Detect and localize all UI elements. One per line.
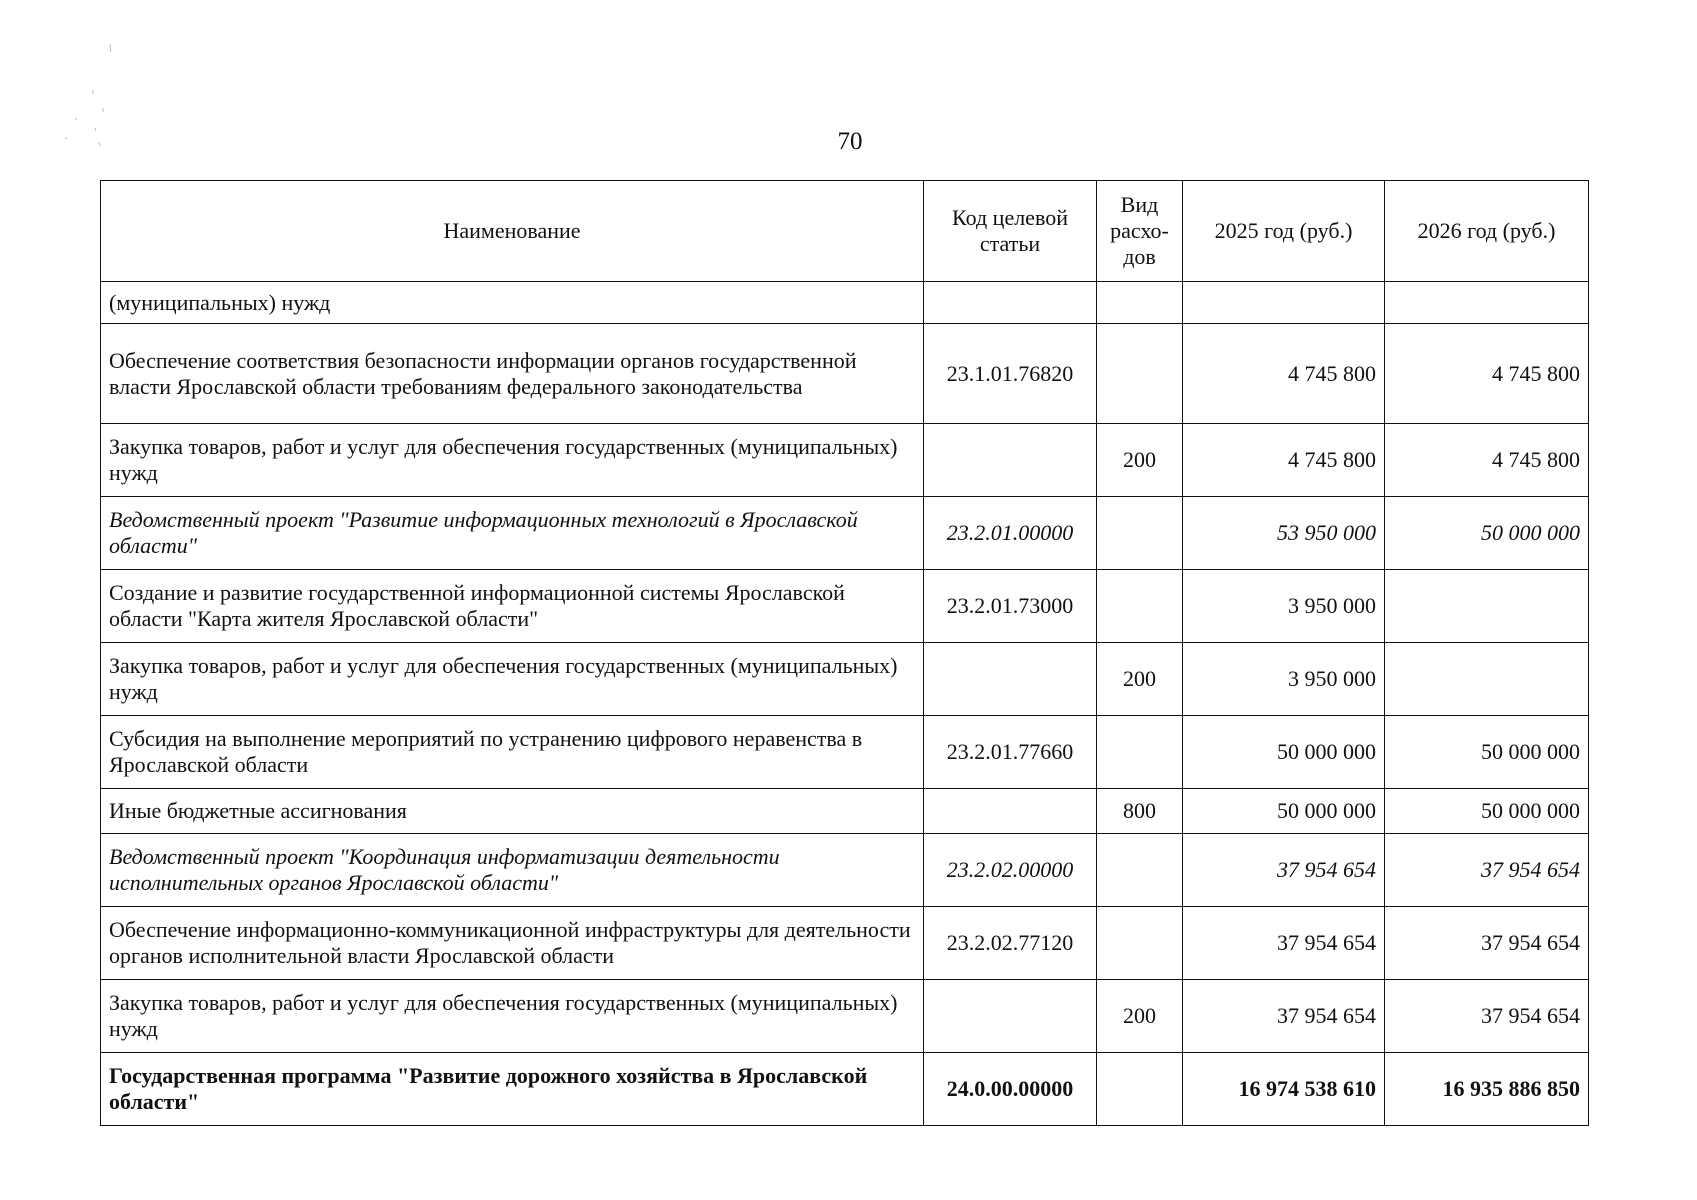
table-row	[101, 424, 1589, 497]
row-name: Субсидия на выполнение мероприятий по устранению цифрового неравенства в Ярославской области	[101, 716, 924, 789]
scan-margin-marks	[55, 30, 125, 180]
row-2025: 37 954 654	[1183, 834, 1385, 907]
table-row	[101, 980, 1589, 1053]
row-code: 23.2.01.77660	[924, 716, 1097, 789]
row-2025: 3 950 000	[1183, 570, 1385, 643]
row-2026: 37 954 654	[1385, 980, 1589, 1053]
row-type	[1097, 834, 1183, 907]
row-name: Обеспечение соответствия безопасности информации органов государственной власти Ярославской области требованиям федерального законодательства	[101, 324, 924, 424]
row-code: 23.2.01.73000	[924, 570, 1097, 643]
row-type	[1097, 282, 1183, 324]
row-2025: 4 745 800	[1183, 324, 1385, 424]
row-name: (муниципальных) нужд	[101, 282, 924, 324]
row-name: Государственная программа "Развитие дорожного хозяйства в Ярославской области"	[101, 1053, 924, 1126]
table-row	[101, 907, 1589, 980]
row-2026: 37 954 654	[1385, 834, 1589, 907]
row-name: Ведомственный проект "Развитие информационных технологий в Ярославской области"	[101, 497, 924, 570]
row-type: 800	[1097, 789, 1183, 834]
row-code	[924, 424, 1097, 497]
row-2025: 53 950 000	[1183, 497, 1385, 570]
row-code: 23.2.02.00000	[924, 834, 1097, 907]
row-2025	[1183, 282, 1385, 324]
row-2026: 50 000 000	[1385, 716, 1589, 789]
header-name: Наименование	[101, 181, 924, 282]
header-2026: 2026 год (руб.)	[1385, 181, 1589, 282]
row-code	[924, 980, 1097, 1053]
row-code: 23.2.02.77120	[924, 907, 1097, 980]
table-row	[101, 324, 1589, 424]
row-code: 24.0.00.00000	[924, 1053, 1097, 1126]
table-row	[101, 643, 1589, 716]
row-type	[1097, 570, 1183, 643]
row-2026	[1385, 643, 1589, 716]
row-2026: 50 000 000	[1385, 789, 1589, 834]
row-type: 200	[1097, 643, 1183, 716]
row-type	[1097, 716, 1183, 789]
row-2025: 16 974 538 610	[1183, 1053, 1385, 1126]
row-code	[924, 789, 1097, 834]
row-name: Создание и развитие государственной информационной системы Ярославской области "Карта жителя Ярославской области"	[101, 570, 924, 643]
table-row	[101, 834, 1589, 907]
row-code	[924, 282, 1097, 324]
table-row	[101, 1053, 1589, 1126]
row-2025: 37 954 654	[1183, 980, 1385, 1053]
row-type	[1097, 907, 1183, 980]
header-code: Код целевой статьи	[924, 181, 1097, 282]
table-header-row	[101, 181, 1589, 282]
table-row	[101, 282, 1589, 324]
header-type: Вид расхо-дов	[1097, 181, 1183, 282]
page-number: 70	[837, 128, 863, 155]
row-2025: 3 950 000	[1183, 643, 1385, 716]
row-2026: 16 935 886 850	[1385, 1053, 1589, 1126]
row-2025: 50 000 000	[1183, 789, 1385, 834]
row-2026: 4 745 800	[1385, 324, 1589, 424]
row-type: 200	[1097, 980, 1183, 1053]
row-name: Иные бюджетные ассигнования	[101, 789, 924, 834]
row-2026: 50 000 000	[1385, 497, 1589, 570]
row-type: 200	[1097, 424, 1183, 497]
table-row	[101, 716, 1589, 789]
row-2025: 37 954 654	[1183, 907, 1385, 980]
row-2026	[1385, 570, 1589, 643]
row-2025: 4 745 800	[1183, 424, 1385, 497]
row-2026	[1385, 282, 1589, 324]
table-row	[101, 570, 1589, 643]
row-name: Ведомственный проект "Координация информатизации деятельности исполнительных органов Ярославской области"	[101, 834, 924, 907]
row-name: Обеспечение информационно-коммуникационной инфраструктуры для деятельности органов исполнительной власти Ярославской области	[101, 907, 924, 980]
row-name: Закупка товаров, работ и услуг для обеспечения государственных (муниципальных) нужд	[101, 980, 924, 1053]
row-type	[1097, 497, 1183, 570]
budget-table	[100, 180, 1589, 1126]
row-code	[924, 643, 1097, 716]
row-2026: 37 954 654	[1385, 907, 1589, 980]
row-name: Закупка товаров, работ и услуг для обеспечения государственных (муниципальных) нужд	[101, 424, 924, 497]
table-row	[101, 789, 1589, 834]
row-name: Закупка товаров, работ и услуг для обеспечения государственных (муниципальных) нужд	[101, 643, 924, 716]
row-2025: 50 000 000	[1183, 716, 1385, 789]
header-2025: 2025 год (руб.)	[1183, 181, 1385, 282]
row-type	[1097, 1053, 1183, 1126]
table-row	[101, 497, 1589, 570]
row-type	[1097, 324, 1183, 424]
row-code: 23.2.01.00000	[924, 497, 1097, 570]
row-code: 23.1.01.76820	[924, 324, 1097, 424]
row-2026: 4 745 800	[1385, 424, 1589, 497]
